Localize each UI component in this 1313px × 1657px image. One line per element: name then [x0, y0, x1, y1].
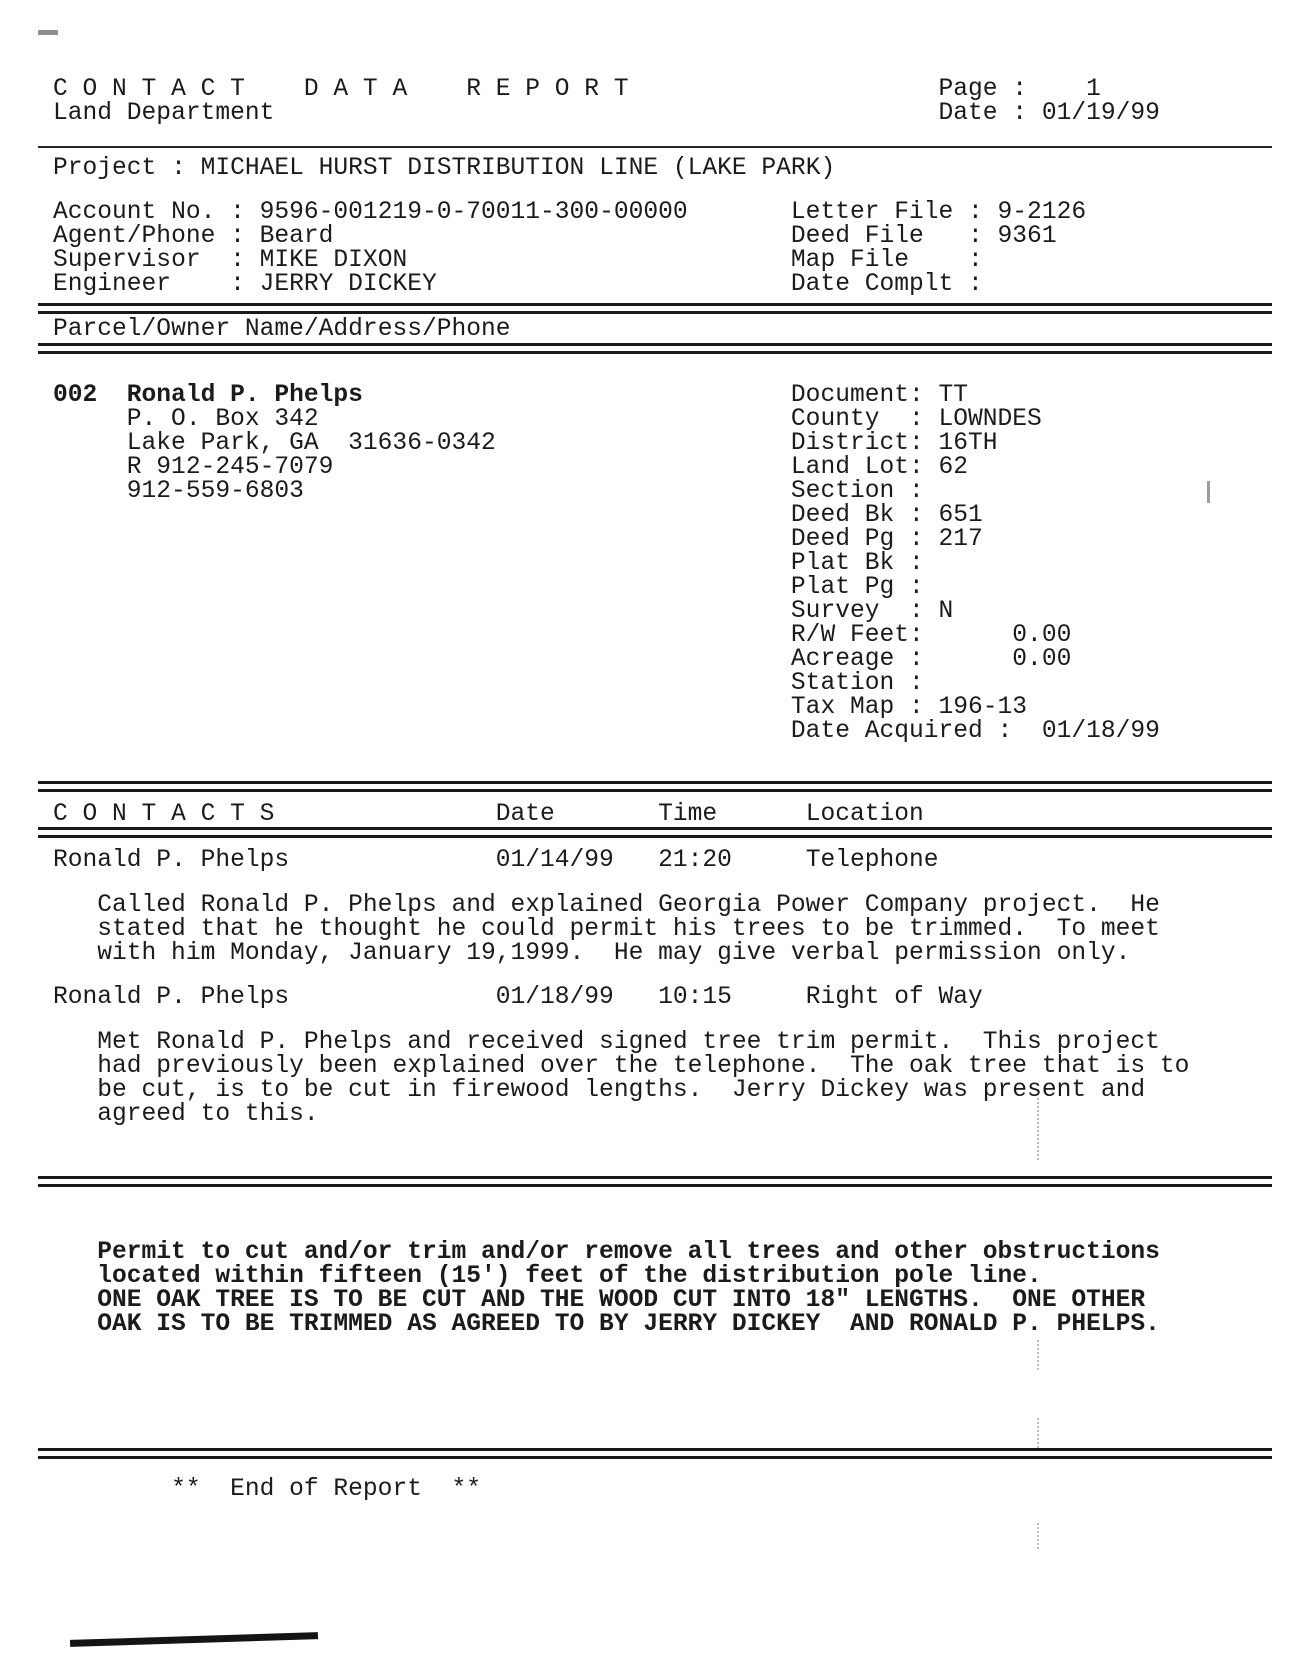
permit-paragraph: [97, 1241, 1160, 1337]
separator-line: [38, 146, 1272, 148]
detail-station: Station :: [790, 670, 924, 697]
permit-line: OAK IS TO BE TRIMMED AS AGREED TO BY JERRY DICKEY AND RONALD P. PHELPS.: [97, 1311, 1160, 1338]
page-number: Page : 1: [938, 76, 1101, 103]
note-line: agreed to this.: [97, 1101, 319, 1128]
contact-date: 01/18/99: [495, 984, 614, 1011]
engineer-line: Engineer : JERRY DICKEY: [53, 271, 437, 298]
separator-double: [38, 1176, 1272, 1187]
scan-artifact-dotted-line: [1037, 1340, 1039, 1370]
contacts-header: [53, 801, 924, 828]
date-complt-line: Date Complt :: [790, 271, 983, 298]
contact-location: Right of Way: [805, 984, 983, 1011]
agent-phone-line: Agent/Phone : Beard: [53, 223, 334, 250]
owner-address-line: Lake Park, GA 31636-0342: [126, 430, 496, 457]
report-header: [53, 76, 1160, 127]
detail-plat-bk: Plat Bk :: [790, 550, 924, 577]
project-section: [53, 157, 835, 181]
scan-artifact-dotted-line: [1037, 1418, 1039, 1448]
contact-date: 01/14/99: [495, 847, 614, 874]
permit-line: Permit to cut and/or trim and/or remove all trees and other obstructions: [97, 1239, 1160, 1266]
supervisor-line: Supervisor : MIKE DIXON: [53, 247, 408, 274]
separator-double: [38, 781, 1272, 792]
separator-double: [38, 303, 1272, 314]
permit-line: located within fifteen (15') feet of the distribution pole line.: [97, 1263, 1042, 1290]
end-of-report-text: ** End of Report **: [171, 1476, 481, 1503]
parcel-section-header: [53, 318, 511, 342]
account-no-line: Account No. : 9596-001219-0-70011-300-00000: [53, 199, 688, 226]
detail-district: District: 16TH: [790, 430, 998, 457]
report-title: C O N T A C T D A T A R E P O R T: [53, 76, 629, 103]
department-label: Land Department: [53, 100, 275, 127]
contact-time: 21:20: [658, 847, 732, 874]
detail-section: Section :: [790, 478, 924, 505]
scan-artifact-dash: [38, 30, 58, 35]
parcel-number: 002: [53, 382, 98, 409]
owner-phone-line: 912-559-6803: [126, 478, 304, 505]
scan-artifact-dotted-line: [1037, 1523, 1039, 1549]
contact-name: Ronald P. Phelps: [53, 847, 290, 874]
scan-artifact-bottom-edge: [70, 1632, 318, 1647]
detail-acreage: Acreage : 0.00: [790, 646, 1072, 673]
contact-note: [97, 1031, 1189, 1127]
letter-file-line: Letter File : 9-2126: [790, 199, 1087, 226]
detail-land-lot: Land Lot: 62: [790, 454, 969, 481]
deed-file-line: Deed File : 9361: [790, 223, 1057, 250]
contacts-title: C O N T A C T S: [53, 801, 275, 828]
owner-phone-line: R 912-245-7079: [126, 454, 334, 481]
report-footer: [171, 1478, 481, 1502]
permit-line: ONE OAK TREE IS TO BE CUT AND THE WOOD CUT INTO 18" LENGTHS. ONE OTHER: [97, 1287, 1146, 1314]
detail-deed-bk: Deed Bk : 651: [790, 502, 983, 529]
detail-tax-map: Tax Map : 196-13: [790, 694, 1028, 721]
scan-artifact-vertical-bar: [1207, 481, 1210, 503]
detail-county: County : LOWNDES: [790, 406, 1042, 433]
note-line: stated that he thought he could permit his trees to be trimmed. To meet: [97, 916, 1160, 943]
separator-double: [38, 827, 1272, 838]
map-file-line: Map File :: [790, 247, 983, 274]
note-line: Met Ronald P. Phelps and received signed tree trim permit. This project: [97, 1029, 1160, 1056]
detail-survey: Survey : N: [790, 598, 954, 625]
note-line: had previously been explained over the telephone. The oak tree that is to: [97, 1053, 1190, 1080]
column-date: Date: [495, 801, 555, 828]
parcel-details: [791, 384, 1160, 744]
detail-deed-pg: Deed Pg : 217: [790, 526, 983, 553]
owner-address-line: P. O. Box 342: [126, 406, 319, 433]
note-line: with him Monday, January 19,1999. He may give verbal permission only.: [97, 940, 1131, 967]
detail-plat-pg: Plat Pg :: [790, 574, 924, 601]
column-location: Location: [805, 801, 924, 828]
contact-location: Telephone: [805, 847, 939, 874]
separator-double: [38, 343, 1272, 354]
parcel-owner-block: [53, 382, 1160, 745]
contact-time: 10:15: [658, 984, 732, 1011]
detail-date-acquired: Date Acquired : 01/18/99: [790, 718, 1160, 745]
contact-name: Ronald P. Phelps: [53, 984, 290, 1011]
note-line: be cut, is to be cut in firewood lengths. Jerry Dickey was present and: [97, 1077, 1146, 1104]
contact-note: [97, 894, 1160, 966]
detail-rw-feet: R/W Feet: 0.00: [790, 622, 1072, 649]
report-date: Date : 01/19/99: [938, 100, 1160, 127]
contact-row: [53, 847, 939, 874]
column-time: Time: [658, 801, 718, 828]
account-section: [53, 199, 1087, 298]
contact-row: [53, 984, 983, 1011]
project-line: Project : MICHAEL HURST DISTRIBUTION LINE (LAKE PARK): [53, 155, 836, 182]
parcel-section-title: Parcel/Owner Name/Address/Phone: [53, 316, 511, 343]
note-line: Called Ronald P. Phelps and explained Georgia Power Company project. He: [97, 892, 1160, 919]
separator-double: [38, 1448, 1272, 1459]
owner-name: Ronald P. Phelps: [126, 382, 363, 409]
detail-document: Document: TT: [790, 382, 969, 409]
